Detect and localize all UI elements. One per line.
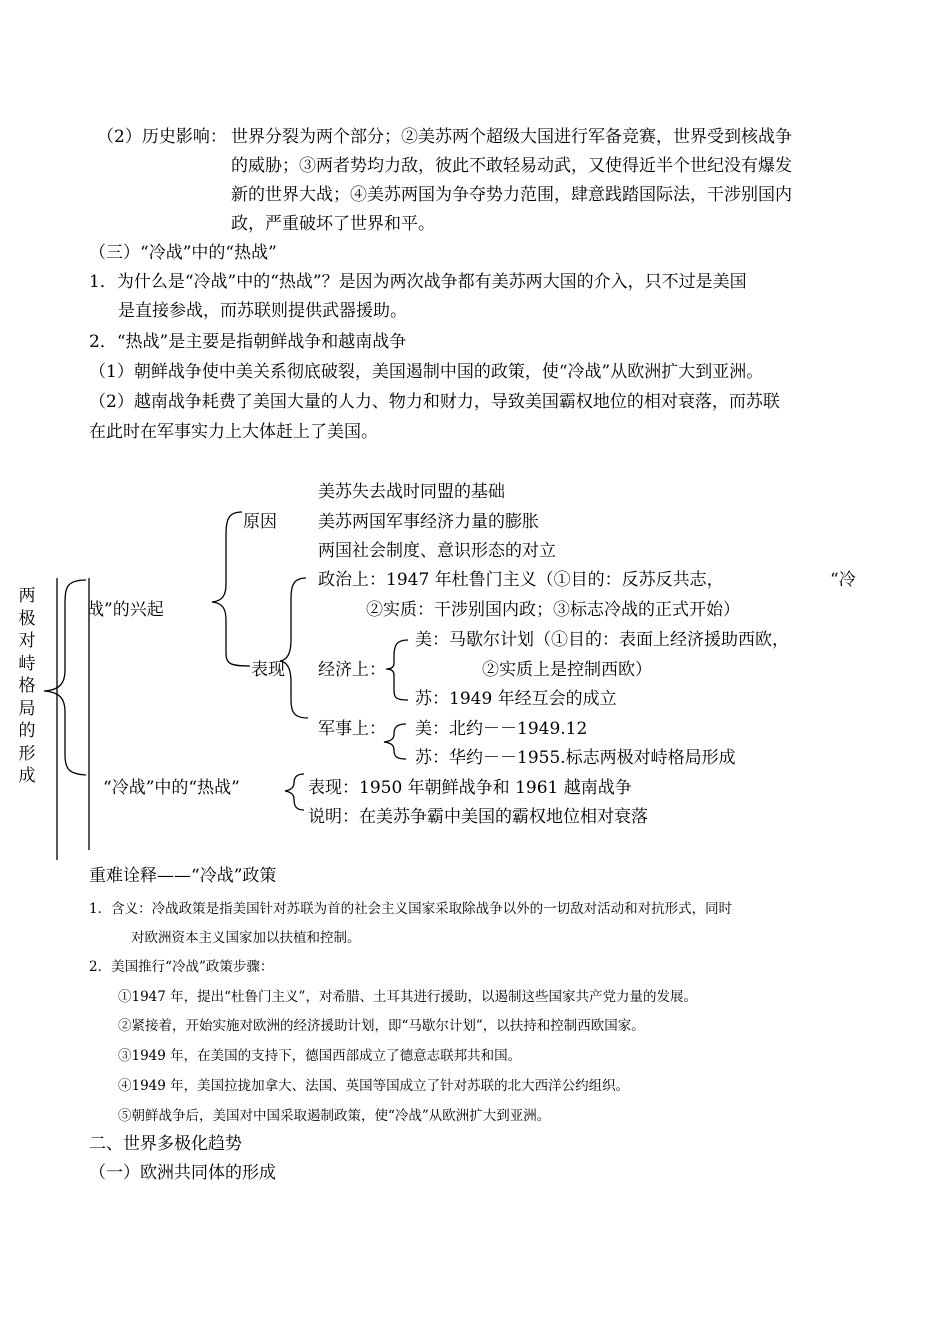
- economy-label: 经济上：: [318, 660, 386, 680]
- hotwar-p1-line2: 是直接参战，而苏联则提供武器援助。: [118, 301, 407, 321]
- economy-su: 苏：1949 年经互会的成立: [415, 689, 617, 709]
- politics-line-1: 政治上：1947 年杜鲁门主义（①目的：反苏反共志，: [318, 570, 724, 590]
- definition-line-2: 对欧洲资本主义国家加以扶植和控制。: [131, 930, 361, 946]
- section2-subheading: （一）欧洲共同体的形成: [89, 1163, 276, 1183]
- interpretation-heading: 重难诠释——“冷战”政策: [89, 866, 277, 886]
- hotwar-p1-line1: 1．为什么是“冷战”中的“热战”？是因为两次战争都有美苏两大国的介入，只不过是美国: [89, 272, 747, 292]
- economy-us-line-2: ②实质上是控制西欧）: [482, 660, 652, 680]
- rise-label-part2: 战”的兴起: [87, 600, 164, 620]
- hotwar-heading: （三）“冷战”中的“热战”: [89, 243, 277, 263]
- impact-line-3: 新的世界大战；④美苏两国为争夺势力范围，肆意践踏国际法，干涉别国内: [231, 185, 792, 205]
- manifest-brace: [280, 578, 308, 718]
- step-item: ①1947 年，提出“杜鲁门主义”，对希腊、土耳其进行援助，以遏制这些国家共产党力量的发展。: [118, 989, 697, 1005]
- politics-line-2: ②实质：干涉别国内政；③标志冷战的正式开始）: [366, 600, 740, 620]
- hotwar-p2: 2．“热战”是主要是指朝鲜战争和越南战争: [89, 332, 407, 352]
- economy-brace: [386, 640, 408, 700]
- economy-us-line-1: 美：马歇尔计划（①目的：表面上经济援助西欧，: [415, 630, 789, 650]
- rise-brace: [212, 512, 250, 666]
- military-brace: [384, 724, 406, 759]
- impact-line-2: 的威胁；③两者势均力敌，彼此不敢轻易动武，又使得近半个世纪没有爆发: [231, 156, 792, 176]
- step-item: ④1949 年，美国拉拢加拿大、法国、英国等国成立了针对苏联的北大西洋公约组织。: [118, 1078, 630, 1094]
- impact-line-4: 政，严重破坏了世界和平。: [231, 214, 435, 234]
- cause-label: 原因: [243, 512, 277, 532]
- steps-heading: 2．美国推行“冷战”政策步骤：: [89, 959, 274, 975]
- step-item: ③1949 年，在美国的支持下，德国西部成立了德意志联邦共和国。: [118, 1048, 522, 1064]
- step-item: ⑤朝鲜战争后，美国对中国采取遏制政策，使“冷战”从欧洲扩大到亚洲。: [118, 1108, 551, 1124]
- impact-line-1: 世界分裂为两个部分；②美苏两个超级大国进行军备竞赛，世界受到核战争: [231, 127, 792, 147]
- military-us: 美：北约－－1949.12: [415, 719, 588, 739]
- military-label: 军事上：: [318, 719, 386, 739]
- root-brace: [44, 580, 86, 775]
- hotwar-brace: [285, 774, 304, 810]
- hotwar-p4-line2: 在此时在军事实力上大体赶上了美国。: [89, 422, 378, 442]
- hotwar-manifest: 表现：1950 年朝鲜战争和 1961 越南战争: [308, 778, 632, 798]
- hotwar-note: 说明：在美苏争霸中美国的霸权地位相对衰落: [308, 807, 648, 827]
- rise-label-part1: “冷: [830, 570, 856, 590]
- hotwar-node-label: “冷战”中的“热战”: [103, 778, 240, 798]
- root-label: 两 极 对 峙 格 局 的 形 成: [18, 586, 36, 786]
- definition-line-1: 1．含义：冷战政策是指美国针对苏联为首的社会主义国家采取除战争以外的一切敌对活动和对抗形式，同时: [89, 901, 733, 917]
- cause-item: 美苏两国军事经济力量的膨胀: [318, 512, 539, 532]
- section2-heading: 二、世界多极化趋势: [89, 1134, 242, 1154]
- manifest-label: 表现: [251, 660, 285, 680]
- military-su: 苏：华约－－1955.标志两极对峙格局形成: [415, 748, 736, 768]
- hotwar-p4-line1: （2）越南战争耗费了美国大量的人力、物力和财力，导致美国霸权地位的相对衰落，而苏联: [89, 392, 780, 412]
- cause-item: 美苏失去战时同盟的基础: [318, 482, 505, 502]
- hotwar-p3: （1）朝鲜战争使中美关系彻底破裂，美国遏制中国的政策，使“冷战”从欧洲扩大到亚洲。: [89, 362, 764, 382]
- cause-item: 两国社会制度、意识形态的对立: [318, 541, 556, 561]
- step-item: ②紧接着，开始实施对欧洲的经济援助计划，即“马歇尔计划”，以扶持和控制西欧国家。: [118, 1018, 645, 1034]
- impact-label: （2）历史影响：: [97, 127, 227, 147]
